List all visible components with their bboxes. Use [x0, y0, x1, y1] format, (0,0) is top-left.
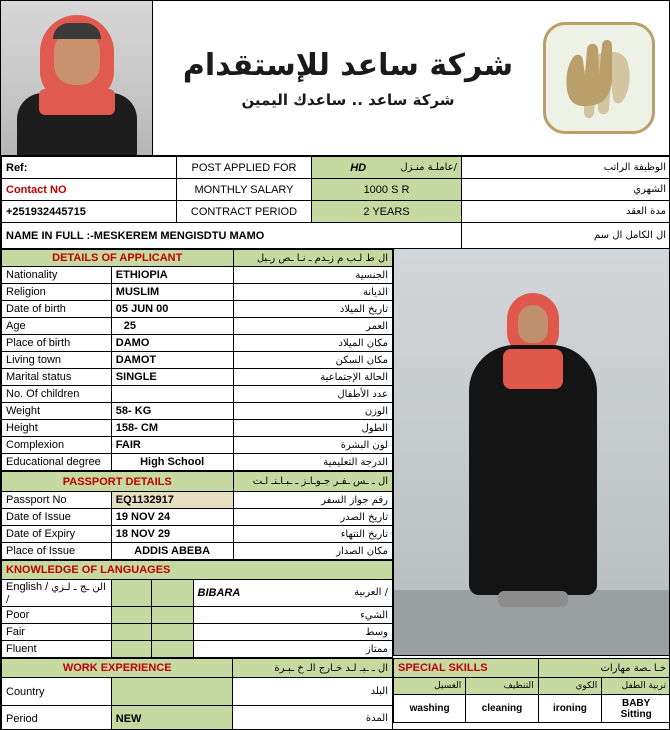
table-row	[2, 706, 393, 730]
table-row	[2, 509, 393, 526]
special-skills-block	[393, 658, 670, 730]
language-value-cell	[193, 580, 392, 607]
table-row	[2, 157, 670, 179]
skill-arabic-label: التنظيف	[466, 678, 538, 695]
work-section-title: WORK EXPERIENCE	[2, 659, 233, 678]
field-label-arabic: المدة	[233, 706, 393, 730]
ref-label: Ref:	[2, 157, 177, 179]
table-row	[2, 580, 393, 607]
field-value: High School	[111, 454, 233, 471]
table-row	[2, 607, 393, 624]
table-row	[2, 301, 393, 318]
field-value	[111, 386, 233, 403]
skill-arabic-label: تربية الطفل	[602, 678, 670, 695]
table-row	[394, 695, 670, 723]
language-level-arabic: الشيء	[193, 607, 392, 624]
two-hands-icon	[543, 22, 655, 134]
table-row	[2, 201, 670, 223]
company-name: شركة ساعد للإستقدام	[182, 47, 514, 83]
name-arabic: ال الكامل ال سم	[462, 223, 670, 249]
monthly-salary-value: 1000 S R	[312, 179, 462, 201]
company-title-block	[153, 1, 543, 155]
language-level-label: Poor	[2, 607, 112, 624]
table-row	[394, 678, 670, 695]
monthly-salary-label: MONTHLY SALARY	[177, 179, 312, 201]
skills-section-title: SPECIAL SKILLS	[394, 659, 539, 678]
field-label: Date of birth	[2, 301, 112, 318]
table-row	[2, 678, 393, 706]
post-applied-arabic-right: الوظيفة الراتب	[462, 157, 670, 179]
two-hands-icon-svg	[546, 25, 652, 131]
table-row	[2, 454, 393, 471]
field-value: 158- CM	[111, 420, 233, 437]
field-label-arabic: عدد الأطفال	[233, 386, 393, 403]
field-label: Religion	[2, 284, 112, 301]
field-label-arabic: البلد	[233, 678, 393, 706]
field-label: Place of Issue	[2, 543, 112, 560]
field-label: Date of Issue	[2, 509, 112, 526]
field-label-arabic: لون البشرة	[233, 437, 393, 454]
field-label-arabic: الوزن	[233, 403, 393, 420]
field-value: 05 JUN 00	[111, 301, 233, 318]
field-label: Place of birth	[2, 335, 112, 352]
skill-arabic-label: الكوي	[538, 678, 602, 695]
field-value: ETHIOPIA	[111, 267, 233, 284]
field-label-arabic: الديانة	[233, 284, 393, 301]
field-label: Date of Expiry	[2, 526, 112, 543]
field-value: MUSLIM	[111, 284, 233, 301]
table-row	[2, 352, 393, 369]
field-label: Country	[2, 678, 112, 706]
company-slogan: شركة ساعد .. ساعدك اليمين	[241, 90, 455, 109]
left-column	[1, 249, 393, 658]
field-label-arabic: الحالة الإجتماعية	[233, 369, 393, 386]
contract-period-label: CONTRACT PERIOD	[177, 201, 312, 223]
field-label: Age	[2, 318, 112, 335]
full-body-photo	[393, 249, 670, 656]
language-label-en: English /	[6, 581, 52, 593]
monthly-salary-arabic: الشهري	[462, 179, 670, 201]
skill-value: washing	[394, 695, 466, 723]
contact-label: Contact NO	[2, 179, 177, 201]
post-applied-label: POST APPLIED FOR	[177, 157, 312, 179]
field-label: Passport No	[2, 492, 112, 509]
field-value: 25	[111, 318, 233, 335]
languages-table	[1, 560, 393, 658]
field-label-arabic: رقم جواز السفر	[233, 492, 392, 509]
field-value: FAIR	[111, 437, 233, 454]
document-header	[1, 1, 669, 156]
skill-arabic-label: الغسيل	[394, 678, 466, 695]
skill-value: ironing	[538, 695, 602, 723]
post-applied-code: HD	[350, 161, 367, 174]
languages-section-title: KNOWLEDGE OF LANGUAGES	[2, 561, 393, 580]
lang-mark-1[interactable]	[111, 624, 151, 641]
lang-col-1	[111, 580, 151, 607]
table-row	[2, 420, 393, 437]
applicant-portrait-photo	[1, 1, 153, 155]
passport-section-title: PASSPORT DETAILS	[2, 472, 234, 492]
field-label: Weight	[2, 403, 112, 420]
field-value: 18 NOV 29	[111, 526, 233, 543]
photo-shoes	[498, 591, 568, 607]
photo-scarf	[503, 349, 563, 389]
table-row	[2, 526, 393, 543]
table-row	[2, 335, 393, 352]
language-level-arabic: ممتاز	[193, 641, 392, 658]
top-info-table	[1, 156, 670, 249]
work-experience-block	[1, 658, 393, 730]
lang-mark-2[interactable]	[151, 607, 193, 624]
field-label: Period	[2, 706, 112, 730]
field-label-arabic: الجنسية	[233, 267, 393, 284]
section-header	[2, 659, 393, 678]
applicant-details-table	[1, 249, 393, 471]
applicant-section-title: DETAILS OF APPLICANT	[2, 250, 234, 267]
field-label-arabic: تاريخ النتهاء	[233, 526, 392, 543]
field-value: 58- KG	[111, 403, 233, 420]
name-in-full	[2, 223, 462, 249]
field-value: 19 NOV 24	[111, 509, 233, 526]
passport-section-title-arabic: ال ـ ـس ـفـر جـوـاـز ـ ـبـاـنـ اـت	[233, 472, 392, 492]
field-label: Educational degree	[2, 454, 112, 471]
contract-period-value: 2 YEARS	[312, 201, 462, 223]
field-label-arabic: تاريخ الميلاد	[233, 301, 393, 318]
field-label: Nationality	[2, 267, 112, 284]
field-label-arabic: مكان السكن	[233, 352, 393, 369]
section-header	[2, 472, 393, 492]
table-row	[2, 318, 393, 335]
field-label-arabic: الدرجة التعليمية	[233, 454, 393, 471]
section-header	[2, 561, 393, 580]
field-value: SINGLE	[111, 369, 233, 386]
language-level-label: Fair	[2, 624, 112, 641]
table-row	[2, 179, 670, 201]
lang-mark-2[interactable]	[151, 641, 193, 658]
body-section	[1, 249, 670, 658]
field-value: EQ1132917	[111, 492, 233, 509]
photo-face	[518, 305, 548, 343]
section-header	[394, 659, 670, 678]
passport-details-table	[1, 471, 393, 560]
table-row	[2, 543, 393, 560]
post-applied-arabic: عاملـة منـزل/	[400, 161, 457, 173]
name-value: MESKEREM MENGISDTU MAMO	[93, 229, 265, 242]
contract-period-arabic: مدة العقد	[462, 201, 670, 223]
table-row	[2, 223, 670, 249]
language-label	[2, 580, 112, 607]
contact-value: +251932445715	[2, 201, 177, 223]
table-row	[2, 267, 393, 284]
field-label: Living town	[2, 352, 112, 369]
field-label-arabic: العمر	[233, 318, 393, 335]
field-value: ADDIS ABEBA	[111, 543, 233, 560]
field-value	[111, 678, 233, 706]
language-level-arabic: وسط	[193, 624, 392, 641]
lang-mark-2[interactable]	[151, 624, 193, 641]
post-applied-value	[312, 157, 462, 179]
table-row	[2, 492, 393, 509]
table-row	[2, 437, 393, 454]
field-value: DAMOT	[111, 352, 233, 369]
language-label-ar: الن ـج ـ لـزي /	[6, 582, 106, 605]
table-row	[2, 624, 393, 641]
field-label: Height	[2, 420, 112, 437]
name-label: NAME IN FULL :-	[6, 229, 94, 242]
lang-mark-1[interactable]	[111, 641, 151, 658]
language-level-label: Fluent	[2, 641, 112, 658]
work-experience-table	[1, 658, 393, 730]
table-row	[2, 641, 393, 658]
work-section-title-arabic: ال ـ ـبـ لـد خـارج الـ خ ـبـرة	[233, 659, 393, 678]
field-label: Complexion	[2, 437, 112, 454]
table-row	[2, 403, 393, 420]
table-row	[2, 369, 393, 386]
skill-value: BABY Sitting	[602, 695, 670, 723]
field-value: NEW	[111, 706, 233, 730]
special-skills-table	[393, 658, 670, 723]
table-row	[2, 386, 393, 403]
field-value: DAMO	[111, 335, 233, 352]
lang-col-2	[151, 580, 193, 607]
field-label-arabic: مكان الميلاد	[233, 335, 393, 352]
skills-section-title-arabic: خـا ـصة مهارات	[538, 659, 670, 678]
field-label: Marital status	[2, 369, 112, 386]
field-label-arabic: الطول	[233, 420, 393, 437]
table-row	[2, 284, 393, 301]
bottom-section	[1, 658, 670, 730]
skill-value: cleaning	[466, 695, 538, 723]
language-value: BIBARA	[197, 587, 241, 599]
applicant-section-title-arabic: ال ط لـب م زـدم ـ نـا ـص رـبل	[233, 250, 393, 267]
field-label: No. Of children	[2, 386, 112, 403]
lang-mark-1[interactable]	[111, 607, 151, 624]
field-label-arabic: تاريخ الصدر	[233, 509, 392, 526]
section-header	[2, 250, 393, 267]
field-label-arabic: مكان الصدار	[233, 543, 392, 560]
language-arabic: العربية /	[354, 587, 388, 598]
